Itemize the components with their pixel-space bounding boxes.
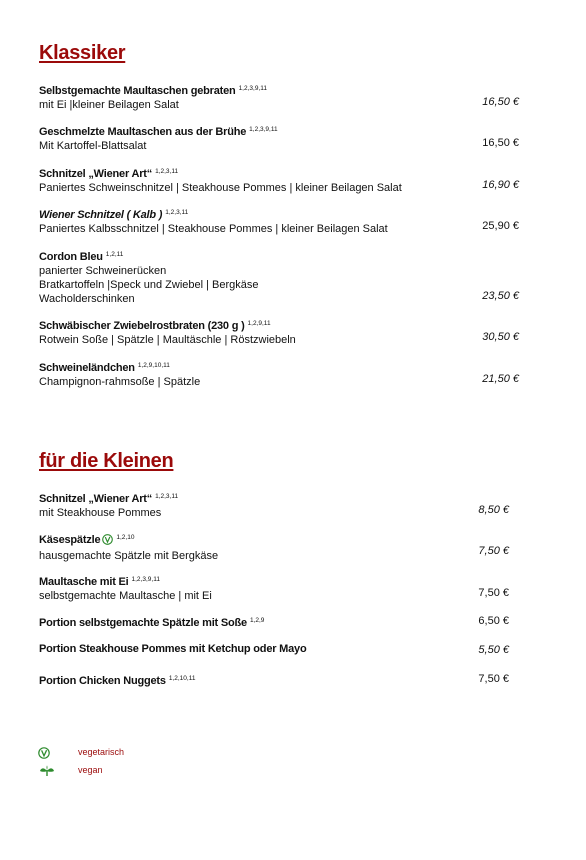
vegetarian-leaf-icon [102, 534, 113, 549]
section-title-klassiker: Klassiker [39, 42, 126, 64]
item-description: Mit Kartoffel-Blattsalat [39, 140, 147, 152]
menu-item-portion-spaetzle [39, 614, 509, 630]
item-description: Champignon-rahmsoße | Spätzle [39, 376, 201, 388]
allergen-codes: 1,2,11 [105, 251, 124, 258]
item-name: Käsespätzle [39, 534, 101, 546]
item-price: 23,50 € [482, 290, 519, 302]
allergen-codes: 1,2,3,9,11 [238, 85, 267, 92]
item-price: 5,50 € [478, 644, 509, 656]
menu-item-schweinelaendchen [39, 359, 519, 389]
item-name: Wiener Schnitzel ( Kalb ) [39, 209, 163, 221]
item-description: selbstgemachte Maultasche | mit Ei [39, 590, 212, 602]
legend-vegan [38, 764, 158, 778]
allergen-codes: 1,2,3,11 [165, 209, 189, 216]
menu-item-kaesespaetzle [39, 531, 509, 563]
menu-item-kids-schnitzel [39, 490, 509, 520]
item-price: 16,50 € [482, 137, 519, 149]
section-title-fuer-die-kleinen: für die Kleinen [39, 450, 174, 472]
item-description: mit Ei |kleiner Beilagen Salat [39, 99, 179, 111]
item-name: Cordon Bleu [39, 251, 103, 263]
item-price: 25,90 € [482, 220, 519, 232]
item-description: panierter Schweinerücken [39, 265, 167, 277]
item-price: 16,50 € [482, 96, 519, 108]
item-name: Schwäbischer Zwiebelrostbraten (230 g ) [39, 320, 245, 332]
item-price: 6,50 € [478, 615, 509, 627]
item-name: Portion Steakhouse Pommes mit Ketchup oder Mayo [39, 643, 307, 655]
item-price: 16,90 € [482, 179, 519, 191]
allergen-codes: 1,2,3,9,11 [249, 126, 278, 133]
item-name: Schweineländchen [39, 362, 135, 374]
item-description: mit Steakhouse Pommes [39, 507, 162, 519]
item-name: Selbstgemachte Maultaschen gebraten [39, 85, 236, 97]
legend-label-vegetarisch: vegetarisch [78, 747, 125, 757]
item-description: Bratkartoffeln |Speck und Zwiebel | Bergkäse [39, 279, 259, 291]
vegan-plant-icon [39, 764, 55, 782]
menu-item-chicken-nuggets [39, 672, 509, 688]
item-description: Paniertes Kalbsschnitzel | Steakhouse Pommes | kleiner Beilagen Salat [39, 223, 388, 235]
menu-item-portion-pommes [39, 643, 509, 656]
vegetarian-leaf-icon [38, 746, 50, 764]
item-description: Paniertes Schweinschnitzel | Steakhouse Pommes | kleiner Beilagen Salat [39, 182, 402, 194]
menu-item-zwiebelrostbraten [39, 317, 519, 347]
allergen-codes: 1,2,10,11 [168, 675, 196, 682]
item-price: 30,50 € [482, 331, 519, 343]
menu-item-schnitzel-wiener-art [39, 165, 519, 195]
menu-item-cordon-bleu [39, 248, 519, 306]
item-name: Schnitzel „Wiener Art“ [39, 168, 153, 180]
item-price: 8,50 € [478, 504, 509, 516]
item-description: hausgemachte Spätzle mit Bergkäse [39, 550, 219, 562]
menu-item-maultaschen-gebraten [39, 82, 519, 112]
allergen-codes: 1,2,9 [249, 617, 265, 624]
item-name: Schnitzel „Wiener Art“ [39, 493, 153, 505]
allergen-codes: 1,2,3,11 [155, 493, 179, 500]
item-price: 7,50 € [478, 545, 509, 557]
item-name: Portion Chicken Nuggets [39, 675, 166, 687]
allergen-codes: 1,2,9,11 [247, 320, 271, 327]
allergen-codes: 1,2,3,11 [155, 168, 179, 175]
item-name: Geschmelzte Maultaschen aus der Brühe [39, 126, 247, 138]
item-description: Wacholderschinken [39, 293, 135, 305]
item-price: 7,50 € [478, 673, 509, 685]
menu-item-wiener-schnitzel-kalb [39, 206, 519, 236]
item-name: Portion selbstgemachte Spätzle mit Soße [39, 617, 247, 629]
legend-vegetarisch [38, 746, 158, 760]
item-description: Rotwein Soße | Spätzle | Maultäschle | Röstzwiebeln [39, 334, 296, 346]
allergen-codes: 1,2,10 [116, 534, 135, 541]
item-price: 7,50 € [478, 587, 509, 599]
item-name: Maultasche mit Ei [39, 576, 129, 588]
allergen-codes: 1,2,9,10,11 [137, 362, 170, 369]
item-price: 21,50 € [482, 373, 519, 385]
menu-item-maultasche-mit-ei [39, 573, 509, 603]
allergen-codes: 1,2,3,9,11 [131, 576, 160, 583]
legend-label-vegan: vegan [78, 765, 103, 775]
menu-item-maultaschen-bruehe [39, 123, 519, 153]
